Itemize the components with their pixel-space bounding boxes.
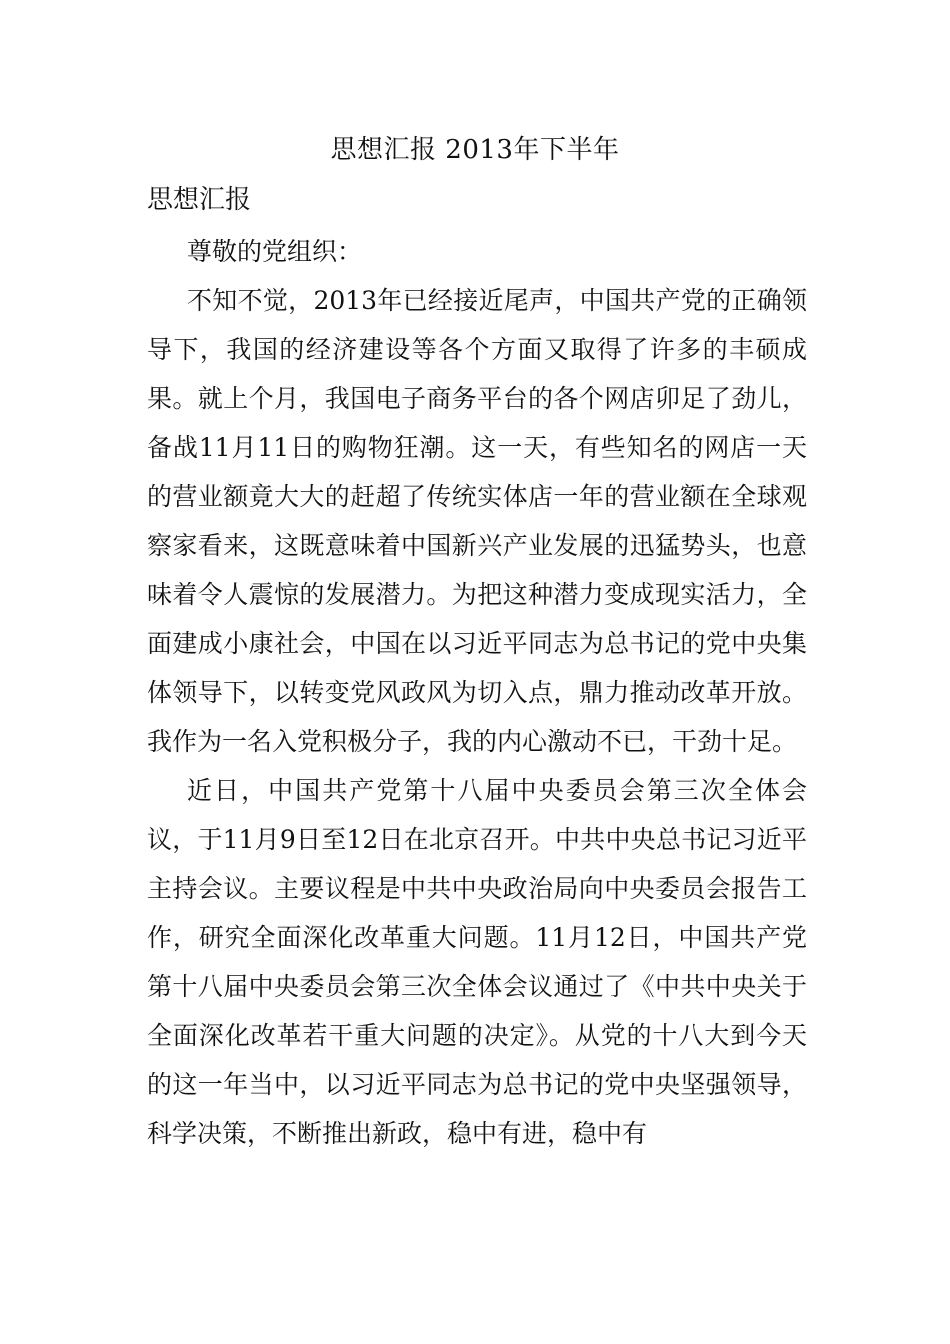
paragraph: 不知不觉，2013年已经接近尾声，中国共产党的正确领导下，我国的经济建设等各个方面又取得了许多的丰硕成果。就上个月，我国电子商务平台的各个网店卯足了劲儿，备战11月11日的购物狂潮。这一天，有些知名的网店一天的营业额竟大大的赶超了传统实体店一年的营业额在全球观察家看来，这既意味着中国新兴产业发展的迅猛势头，也意味着令人震惊的发展潜力。为把这种潜力变成现实活力，全面建成小康社会，中国在以习近平同志为总书记的党中央集体领导下，以转变党风政风为切入点，鼎力推动改革开放。我作为一名入党积极分子，我的内心激动不已，干劲十足。 [147,286,807,756]
document-title: 思想汇报 2013年下半年 [330,135,620,165]
paragraph: 近日，中国共产党第十八届中央委员会第三次全体会议，于11月9日至12日在北京召开。中共中央总书记习近平主持会议。主要议程是中共中央政治局向中央委员会报告工作，研究全面深化改革重大问题。11月12日，中国共产党第十八届中央委员会第三次全体会议通过了《中共中央关于全面深化改革若干重大问题的决定》。从党的十八大到今天的这一年当中，以习近平同志为总书记的党中央坚强领导，科学决策，不断推出新政，稳中有进，稳中有 [147,776,807,1148]
document-body [147,232,807,1158]
greeting: 尊敬的党组织： [187,237,363,266]
document-heading: 思想汇报 [147,185,252,215]
